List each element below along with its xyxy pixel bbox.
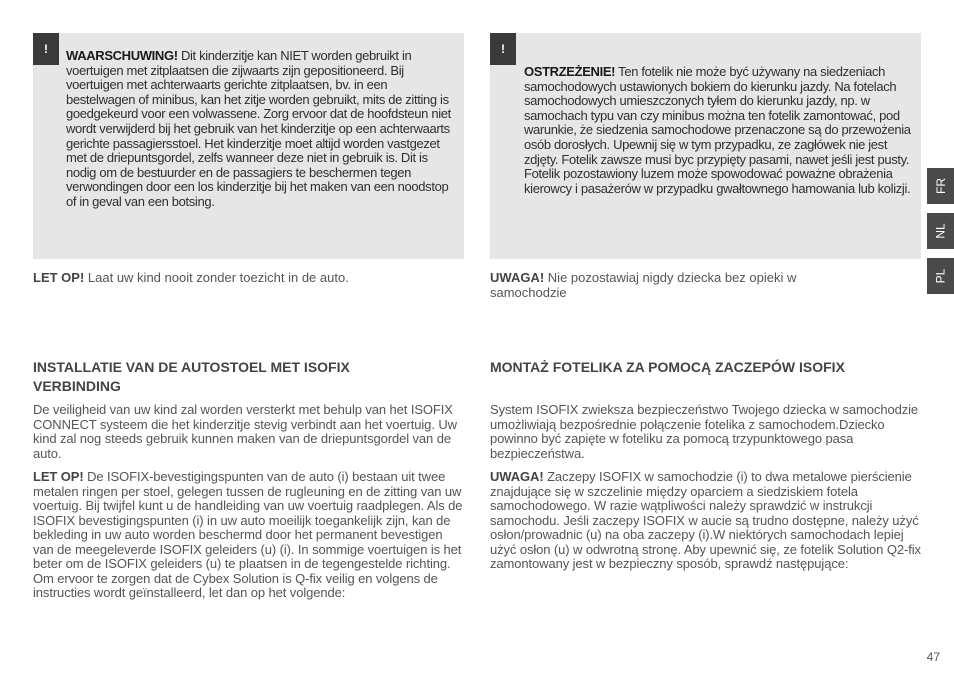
note-lead-pl: UWAGA!: [490, 270, 545, 285]
language-tab-pl[interactable]: [927, 258, 954, 294]
paragraph-2-lead-nl: LET OP!: [33, 469, 84, 484]
warning-lead-pl: OSTRZEŻENIE!: [524, 64, 616, 79]
language-tab-pl-label: PL: [933, 268, 948, 284]
warning-text-nl: [66, 49, 456, 210]
warning-box-pl: [490, 33, 921, 259]
language-tab-nl[interactable]: [927, 213, 954, 249]
language-tab-fr-label: FR: [933, 178, 948, 194]
note-lead-nl: LET OP!: [33, 270, 85, 285]
warning-lead-nl: WAARSCHUWING!: [66, 48, 178, 63]
warning-text-pl: [524, 65, 914, 196]
section-heading-nl: INSTALLATIE VAN DE AUTOSTOEL MET ISOFIX VERBINDING: [33, 359, 350, 394]
warning-body-nl: Dit kinderzitje kan NIET worden gebruikt in voertuigen met zitplaatsen die zijwaarts zijn gepositioneerd. Bij voertuigen met achterwaarts gerichte zitplaatsen, bv. in een bestelwagen of minibus, kan het zitje worden gebruikt, mits de zitting is goedgekeurd voor een volwassene. Zorg ervoor dat de hoofdsteun niet wordt verwijderd bij het gebruik van het kinderzitje op een achterwaarts gerichte passagiersstoel. Het kinderzitje moet altijd worden vastgezet met de driepuntsgordel, zelfs wanneer deze niet in gebruik is. Dit is nodig om de bestuurder en de passagiers te beschermen tegen verwondingen door een los kinderzitje bij het maken van een noodstop of in geval van een botsing.: [66, 48, 451, 209]
warning-icon: !: [490, 33, 516, 65]
page-number: 47: [926, 650, 940, 664]
note-nl: [33, 271, 464, 286]
section-heading-pl: MONTAŻ FOTELIKA ZA POMOCĄ ZACZEPÓW ISOFIX: [490, 359, 845, 375]
paragraph-2-nl: [33, 470, 464, 601]
paragraph-2-pl: [490, 470, 921, 572]
paragraph-2-body-nl: De ISOFIX-bevestigingspunten van de auto (i) bestaan uit twee metalen ringen per stoel, gelegen tussen de rugleuning en de zitting van uw voertuig. Bij twijfel kunt u de handleiding van uw voertuig raadplegen. Als de ISOFIX bevestigingspunten (i) in uw auto moeilijk toegankelijk zijn, kan de bekleding in uw auto worden beschermd door het permanent bevestigen van de meegeleverde ISOFIX geleiders (u) (i). In sommige voertuigen is het beter om de ISOFIX geleiders (u) te plaatsen in de tegengestelde richting. Om ervoor te zorgen dat de Cybex Solution is Q-fix veilig en volgens de instructies wordt geïnstalleerd, let dan op het volgende:: [33, 469, 463, 600]
paragraph-2-lead-pl: UWAGA!: [490, 469, 544, 484]
note-pl: [490, 271, 870, 300]
paragraph-1-nl: De veiligheid van uw kind zal worden versterkt met behulp van het ISOFIX CONNECT systeem die het kinderzitje stevig verbindt aan het voertuig. Uw kind zal nog steeds gebruik kunnen maken van de driepuntsgordel van de auto.: [33, 402, 457, 461]
paragraph-2-body-pl: Zaczepy ISOFIX w samochodzie (i) to dwa metalowe pierścienie znajdujące się w szczelinie między oparciem a siedziskiem fotela samochodowego. W razie wątpliwości należy sprawdzić w instrukcji samochodu. Jeśli zaczepy ISOFIX w aucie są trudno dostępne, należy użyć osłon/prowadnic (u) na oba zaczepy (i).W niektórych samochodach lepiej użyć osłon (u) w odwrotną stronę. Aby upewnić się, ze fotelik Solution Q2-fix zamontowany jest w bezpieczny sposób, sprawdź następujące:: [490, 469, 921, 571]
note-body-nl: Laat uw kind nooit zonder toezicht in de auto.: [87, 270, 349, 285]
warning-icon: !: [33, 33, 59, 65]
warning-box-nl: [33, 33, 464, 259]
language-tab-nl-label: NL: [933, 223, 948, 239]
paragraph-1-pl: System ISOFIX zwieksza bezpieczeństwo Twojego dziecka w samochodzie umożliwiają bezpośrednie połączenie fotelika z samochodem.Dziecko powinno być zapięte w foteliku za pomocą trzypunktowego pasa bezpieczeństwa.: [490, 402, 919, 461]
language-tab-fr[interactable]: [927, 168, 954, 204]
note-body-pl: Nie pozostawiaj nigdy dziecka bez opieki w samochodzie: [490, 270, 797, 300]
warning-body-pl: Ten fotelik nie może być używany na siedzeniach samochodowych ustawionych bokiem do kierunku jazdy. Na fotelach samochodowych umieszczonych tyłem do kierunku jazdy, np. w samochach typu van czy minibus można ten fotelik zamontować, pod warunkie, że siedzenia samochodowe przenaczone są do przewożenia osób dorosłych. Upewnij się w tym przypadku, ze zagłówek nie jest zdjęty. Fotelik zawsze musi byc przypięty pasami, nawet jeśli jest pusty. Fotelik pozostawiony luzem może spowodować poważne obrażenia kierowcy i pasażerów w przypadku gwałtownego hamowania lub kolizji.: [524, 64, 911, 196]
